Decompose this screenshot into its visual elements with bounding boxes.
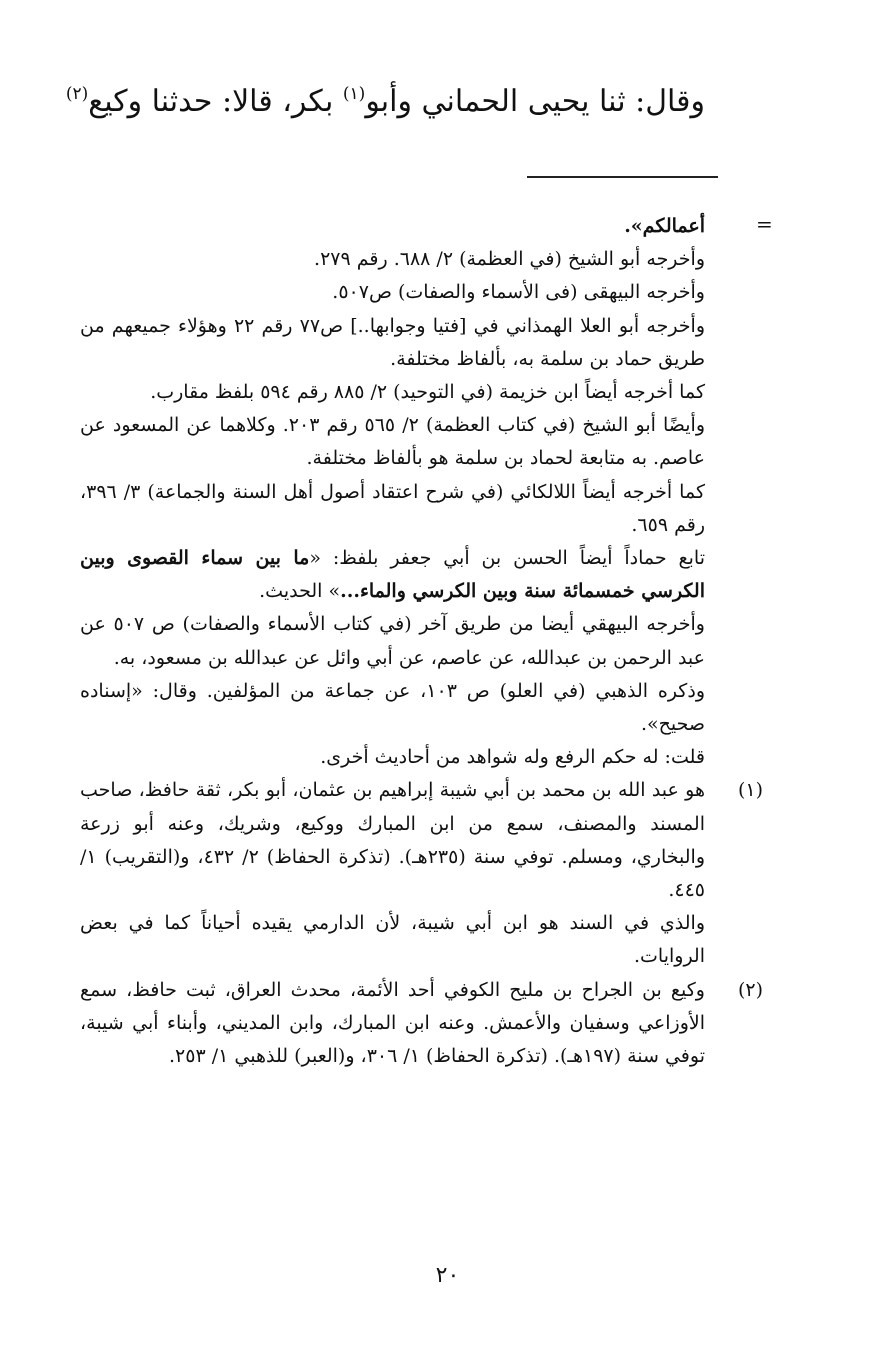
note-paragraph-2: وأخرجه أبو الشيخ (في العظمة) ٢/ ٦٨٨. رقم ٢٧٩. bbox=[314, 248, 705, 271]
note-paragraph-4: وأخرجه أبو العلا الهمذاني في [فتيا وجوابها..] ص٧٧ رقم ٢٢ وهؤلاء جميعهم من طريق حماد بن سلمة به، بألفاظ مختلفة. bbox=[80, 314, 705, 370]
main-text-line bbox=[65, 80, 705, 124]
footnote-number-2: (٢) bbox=[737, 978, 763, 1001]
note-paragraph-11: قلت: له حكم الرفع وله شواهد من أحاديث أخرى. bbox=[320, 746, 705, 769]
note-paragraph-10: وذكره الذهبي (في العلو) ص ١٠٣، عن جماعة من المؤلفين. وقال: «إسناده صحيح». bbox=[80, 679, 705, 736]
note-paragraph-3: وأخرجه البيهقى (فى الأسماء والصفات) ص٥٠٧. bbox=[332, 281, 705, 304]
footnote-separator-rule bbox=[527, 176, 718, 178]
page-number: ٢٠ bbox=[435, 1263, 460, 1288]
main-text-part-1: وقال: ثنا يحيى الحماني وأبو bbox=[365, 84, 705, 119]
footnote-ref-1: (١) bbox=[342, 84, 366, 104]
footnotes-area bbox=[80, 210, 763, 1073]
note-paragraph-7: كما أخرجه أيضاً اللالكائي (في شرح اعتقاد أصول أهل السنة والجماعة) ٣/ ٣٩٦، رقم ٦٥٩. bbox=[80, 480, 705, 536]
note-paragraph-5: كما أخرجه أيضاً ابن خزيمة (في التوحيد) ٢/ ٨٨٥ رقم ٥٩٤ بلفظ مقارب. bbox=[150, 381, 705, 404]
quoted-hadith-text: ما بين سماء القصوى وبين الكرسي خمسمائة سنة وبين الكرسي والماء... bbox=[80, 547, 705, 603]
note-paragraph-1: أعمالكم». bbox=[624, 215, 705, 237]
footnote-1-paragraph-1: هو عبد الله بن محمد بن أبي شيبة إبراهيم بن عثمان، أبو بكر، ثقة حافظ، صاحب المسند والمصنف، سمع من ابن المبارك ووكيع، وشريك، وعنه أبو زرعة والبخاري، ومسلم. توفي سنة (٢٣٥هـ). (تذكرة الحفاظ) ٢/ ٤٣٢، و(التقريب) ١/ ٤٤٥. bbox=[80, 779, 706, 902]
footnote-1 bbox=[80, 774, 763, 973]
footnote-1-paragraph-2: والذي في السند هو ابن أبي شيبة، لأن الدارمي يقيده أحياناً كما في بعض الروايات. bbox=[80, 912, 705, 968]
footnote-ref-2: (٢) bbox=[65, 84, 89, 104]
note-paragraph-9: وأخرجه البيهقي أيضا من طريق آخر (في كتاب الأسماء والصفات) ص ٥٠٧ عن عبد الرحمن بن عبدالله، عن عاصم، عن أبي وائل عن عبدالله بن مسعود، به. bbox=[80, 613, 705, 669]
continuation-mark: = bbox=[756, 212, 773, 236]
footnote-2 bbox=[80, 974, 763, 1074]
main-text-part-2: بكر، قالا: حدثنا وكيع bbox=[88, 84, 343, 119]
note-paragraph-8: تابع حماداً أيضاً الحسن بن أبي جعفر بلفظ: «ما بين سماء القصوى وبين الكرسي خمسمائة سنة وبين الكرسي والماء...» الحديث. bbox=[80, 547, 705, 603]
footnote-number-1: (١) bbox=[737, 779, 763, 802]
footnote-2-paragraph-1: وكيع بن الجراح بن مليح الكوفي أحد الأئمة، محدث العراق، ثبت حافظ، سمع الأوزاعي وسفيان والأعمش. وعنه ابن المبارك، وابن المديني، وأبناء أبي شيبة، توفي سنة (١٩٧هـ). (تذكرة الحفاظ) ١/ ٣٠٦، و(العبر) للذهبي ١/ ٢٥٣. bbox=[80, 978, 705, 1068]
note-paragraph-6: وأيضًا أبو الشيخ (في كتاب العظمة) ٢/ ٥٦٥ رقم ٢٠٣. وكلاهما عن المسعود عن عاصم. به متابعة لحماد بن سلمة هو بألفاظ مختلفة. bbox=[80, 414, 705, 470]
